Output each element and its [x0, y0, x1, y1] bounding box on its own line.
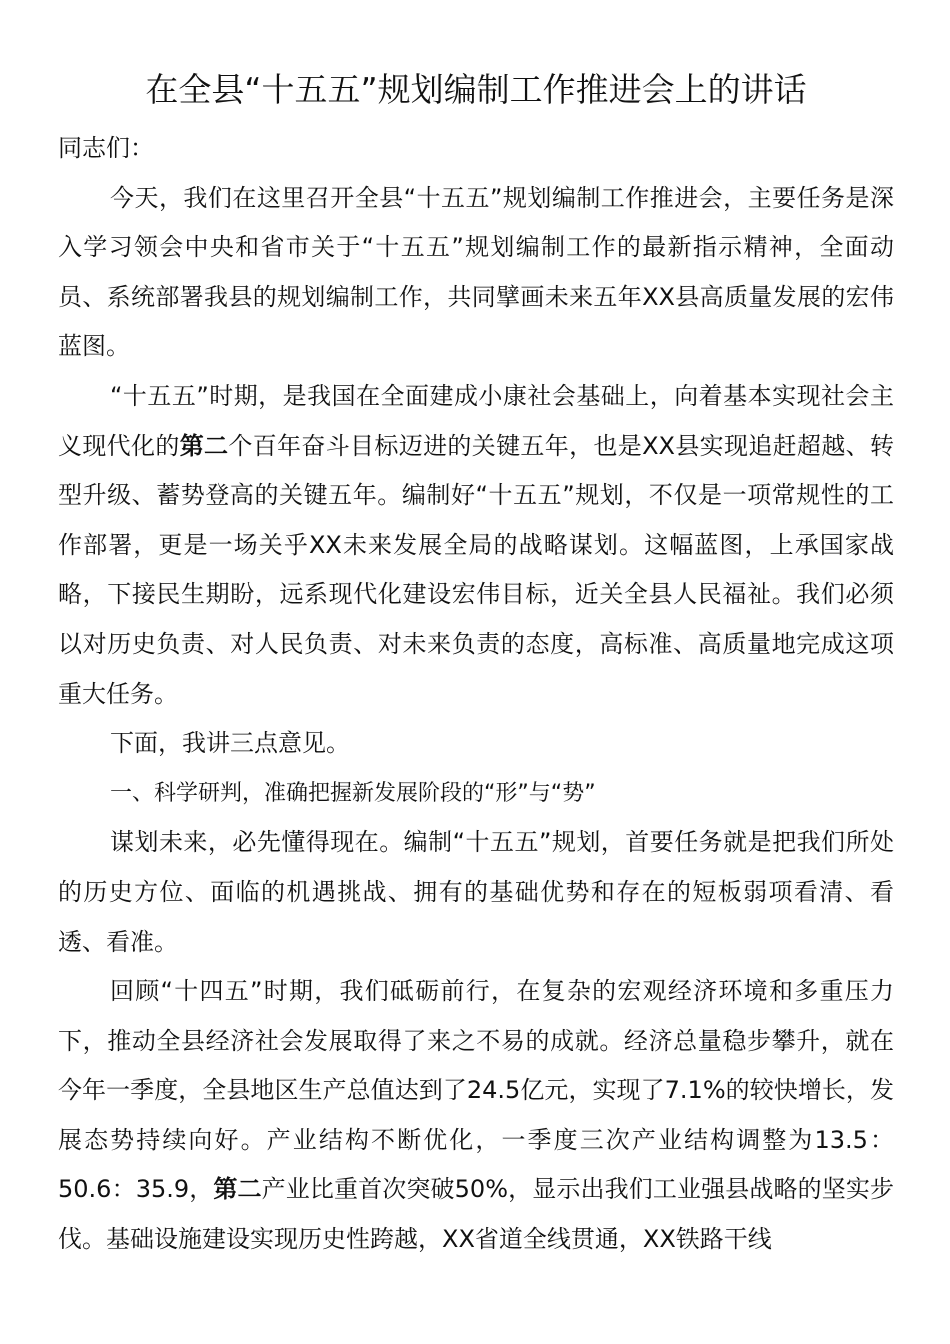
paragraph-text: 产业比重首次突破50%，显示出我们工业强县战略的坚实步伐。基础设施建设实现历史性跨越，XX省道全线贯通，XX铁路干线 — [58, 1175, 895, 1254]
bold-emphasis: 第二 — [179, 431, 229, 460]
paragraph-text: “十五五”时期，是我国在全面建成小康社会基础上，向着基本实现社会主义现代化的 — [58, 381, 894, 460]
section-heading-1: 一、科学研判，准确把握新发展阶段的“形”与“势” — [110, 780, 596, 806]
paragraph-understand-present: 谋划未来，必先懂得现在。编制“十五五”规划，首要任务就是把我们所处的历史方位、面临的机遇挑战、拥有的基础优势和存在的短板弱项看清、看透、看准。 — [58, 828, 894, 956]
paragraph-text: 回顾“十四五”时期，我们砥砺前行，在复杂的宏观经济环境和多重压力下，推动全县经济社会发展取得了来之不易的成就。经济总量稳步攀升，就在今年一季度，全县地区生产总值达到了24.5亿元，实现了7.1%的较快增长，发展态势持续向好。产业结构不断优化，一季度三次产业结构调整为13.5：50.6：35.9， — [58, 977, 894, 1204]
document-page — [58, 60, 894, 1265]
paragraph-opening: 今天，我们在这里召开全县“十五五”规划编制工作推进会，主要任务是深入学习领会中央和省市关于“十五五”规划编制工作的最新指示精神，全面动员、系统部署我县的规划编制工作，共同擘画未来五年XX县高质量发展的宏伟蓝图。 — [58, 183, 894, 361]
paragraph-three-points: 下面，我讲三点意见。 — [110, 729, 350, 758]
paragraph-text: 个百年奋斗目标迈进的关键五年，也是XX县实现追赶超越、转型升级、蓄势登高的关键五年。编制好“十五五”规划，不仅是一项常规性的工作部署，更是一场关乎XX未来发展全局的战略谋划。这幅蓝图，上承国家战略，下接民生期盼，远系现代化建设宏伟目标，近关全县人民福祉。我们必须以对历史负责、对人民负责、对未来负责的态度，高标准、高质量地完成这项重大任务。 — [58, 431, 895, 708]
paragraph-review-14th — [58, 967, 894, 1265]
bold-emphasis: 第二 — [213, 1175, 262, 1204]
paragraph-period-significance — [58, 372, 894, 719]
document-title: 在全县“十五五”规划编制工作推进会上的讲话 — [145, 70, 807, 109]
salutation: 同志们： — [58, 134, 154, 162]
